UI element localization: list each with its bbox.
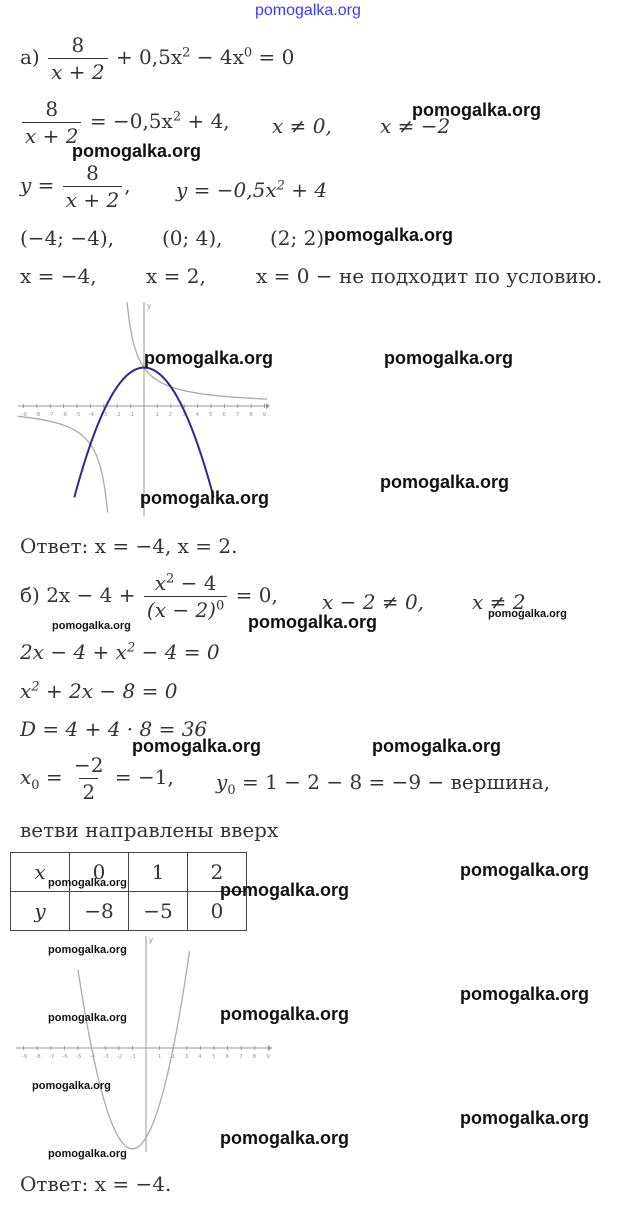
x-tick-label: -7 (48, 412, 54, 418)
part-a-root-3: x = 0 − не подходит по условию. (256, 264, 603, 288)
table-cell: 0 (70, 853, 129, 892)
site-watermark: pomogalka.org (220, 1004, 350, 1024)
part-b-line-2: $2x - 4 + x^2 - 4 = 0$ (20, 640, 220, 664)
x-tick-label: -6 (62, 1054, 68, 1060)
part-a-equation-2: $\frac{8}{x + 2}$ = $-0,5x^2 + 4$, (20, 96, 230, 149)
part-a-equation-1: а) $\frac{8}{x + 2}$ + $0,5x^2 - 4x^0 = 0$ (20, 33, 295, 84)
x-tick-label: -4 (89, 1054, 96, 1060)
x-tick-label: 1 (155, 412, 159, 418)
part-b-condition-1: x − 2 ≠ 0, (322, 590, 425, 614)
site-watermark: pomogalka.org (248, 612, 378, 632)
x-tick-label: 2 (168, 412, 173, 418)
site-watermark: pomogalka.org (48, 877, 127, 889)
table-cell: −5 (129, 892, 188, 931)
table-cell: 1 (129, 853, 188, 892)
hyperbola-left-branch (18, 416, 108, 512)
x-tick-label: 5 (212, 1054, 216, 1060)
part-b-answer: Ответ: x = −4. (20, 1172, 172, 1196)
fraction-numerator: 8 (71, 33, 85, 57)
x-tick-label: -1 (128, 412, 135, 418)
x-tick-label: 1 (157, 1054, 162, 1060)
site-watermark: pomogalka.org (32, 1080, 111, 1092)
site-watermark: pomogalka.org (220, 1128, 350, 1148)
x-tick-label: 6 (225, 1054, 230, 1060)
site-watermark: pomogalka.org (380, 472, 510, 492)
x-tick-label: -7 (48, 1054, 55, 1060)
part-b-discriminant: D = 4 + 4 · 8 = 36 (20, 717, 208, 741)
x-tick-label: 5 (209, 412, 213, 418)
part-b-vertex-y: $y_0 = 1 - 2 - 8 = -9$ − вершина, (216, 770, 551, 798)
table-cell: 0 (188, 892, 247, 931)
part-a-label: а) (20, 45, 40, 69)
x-tick-label: 9 (262, 412, 267, 418)
site-watermark-top: pomogalka.org (255, 2, 361, 19)
x-tick-label: 9 (266, 1054, 270, 1060)
table-header-x: x (11, 853, 70, 892)
parabola-curve (78, 951, 190, 1149)
part-b-line-3: $x^2 + 2x - 8 = 0$ (20, 679, 178, 703)
part-a-condition-1: x ≠ 0, (272, 114, 332, 138)
table-cell: 2 (188, 853, 247, 892)
x-tick-label: 8 (249, 412, 253, 418)
y-axis-label: y (147, 302, 152, 310)
part-a-root-1: x = −4, (20, 264, 97, 288)
x-tick-label: -2 (115, 412, 121, 418)
x-axis-arrow (266, 403, 270, 409)
y-axis-label: y (149, 936, 154, 944)
site-watermark: pomogalka.org (140, 488, 270, 508)
graph-a (18, 298, 270, 518)
site-watermark: pomogalka.org (324, 225, 454, 245)
x-tick-label: -5 (76, 1054, 82, 1060)
part-a-function-2: $y = -0,5x^2 + 4$ (176, 178, 328, 202)
site-watermark: pomogalka.org (72, 141, 202, 161)
part-b-label: б) (20, 583, 40, 607)
x-tick-label: -2 (116, 1054, 123, 1060)
x-tick-label: -4 (88, 412, 94, 418)
part-a-function-1: y = $\frac{8}{x + 2}$ , (20, 161, 131, 212)
part-a-point-3: (2; 2) (270, 226, 325, 250)
site-watermark: pomogalka.org (488, 608, 567, 620)
site-watermark: pomogalka.org (412, 100, 542, 120)
site-watermark: pomogalka.org (372, 736, 502, 756)
table-row (11, 892, 247, 931)
site-watermark: pomogalka.org (48, 1148, 127, 1160)
table-row (11, 853, 247, 892)
part-b-equation-1: б) 2x − 4 + $\frac{x^2 - 4}{(x - 2)^0}$ = 0, (20, 571, 278, 622)
x-tick-label: -5 (75, 412, 81, 418)
x-tick-label: 7 (239, 1054, 243, 1060)
x-tick-label: -3 (101, 412, 108, 418)
x-tick-label: -3 (103, 1054, 109, 1060)
x-tick-label: 3 (182, 412, 186, 418)
x-tick-label: -8 (35, 1054, 41, 1060)
site-watermark: pomogalka.org (48, 944, 127, 956)
site-watermark: pomogalka.org (460, 860, 590, 880)
site-watermark: pomogalka.org (48, 1012, 127, 1024)
x-tick-label: 6 (222, 412, 226, 418)
x-tick-label: 3 (184, 1054, 189, 1060)
fraction-denominator: x + 2 (48, 58, 107, 85)
site-watermark: pomogalka.org (384, 348, 514, 368)
table-header-y: y (11, 892, 70, 931)
part-a-point-2: (0; 4), (162, 226, 223, 250)
part-b-vertex-x: $x_0$ = $\frac{-2}{2}$ = −1, (20, 753, 174, 804)
part-a-condition-2: x ≠ −2 (380, 114, 451, 138)
site-watermark: pomogalka.org (132, 736, 262, 756)
part-a-root-2: x = 2, (146, 264, 206, 288)
x-tick-label: 2 (171, 1054, 175, 1060)
site-watermark: pomogalka.org (220, 880, 350, 900)
site-watermark: pomogalka.org (460, 1108, 590, 1128)
part-a-answer: Ответ: x = −4, x = 2. (20, 534, 238, 558)
x-tick-label: 7 (235, 412, 240, 418)
table-cell: −8 (70, 892, 129, 931)
site-watermark: pomogalka.org (144, 348, 274, 368)
part-b-condition-2: x ≠ 2 (472, 590, 526, 614)
x-tick-label: -6 (61, 412, 68, 418)
x-tick-label: 8 (252, 1054, 257, 1060)
x-tick-label: -8 (34, 412, 41, 418)
site-watermark: pomogalka.org (460, 984, 590, 1004)
site-watermark: pomogalka.org (52, 620, 131, 632)
x-tick-label: 4 (195, 412, 200, 418)
x-tick-label: 4 (198, 1054, 202, 1060)
graph-b (16, 932, 272, 1154)
x-tick-label: -9 (21, 1054, 28, 1060)
x-tick-label: -9 (21, 412, 27, 418)
part-b-branches-note: ветви направлены вверх (20, 818, 279, 842)
part-a-point-1: (−4; −4), (20, 226, 115, 250)
x-tick-label: -1 (130, 1054, 136, 1060)
values-table (10, 852, 247, 931)
